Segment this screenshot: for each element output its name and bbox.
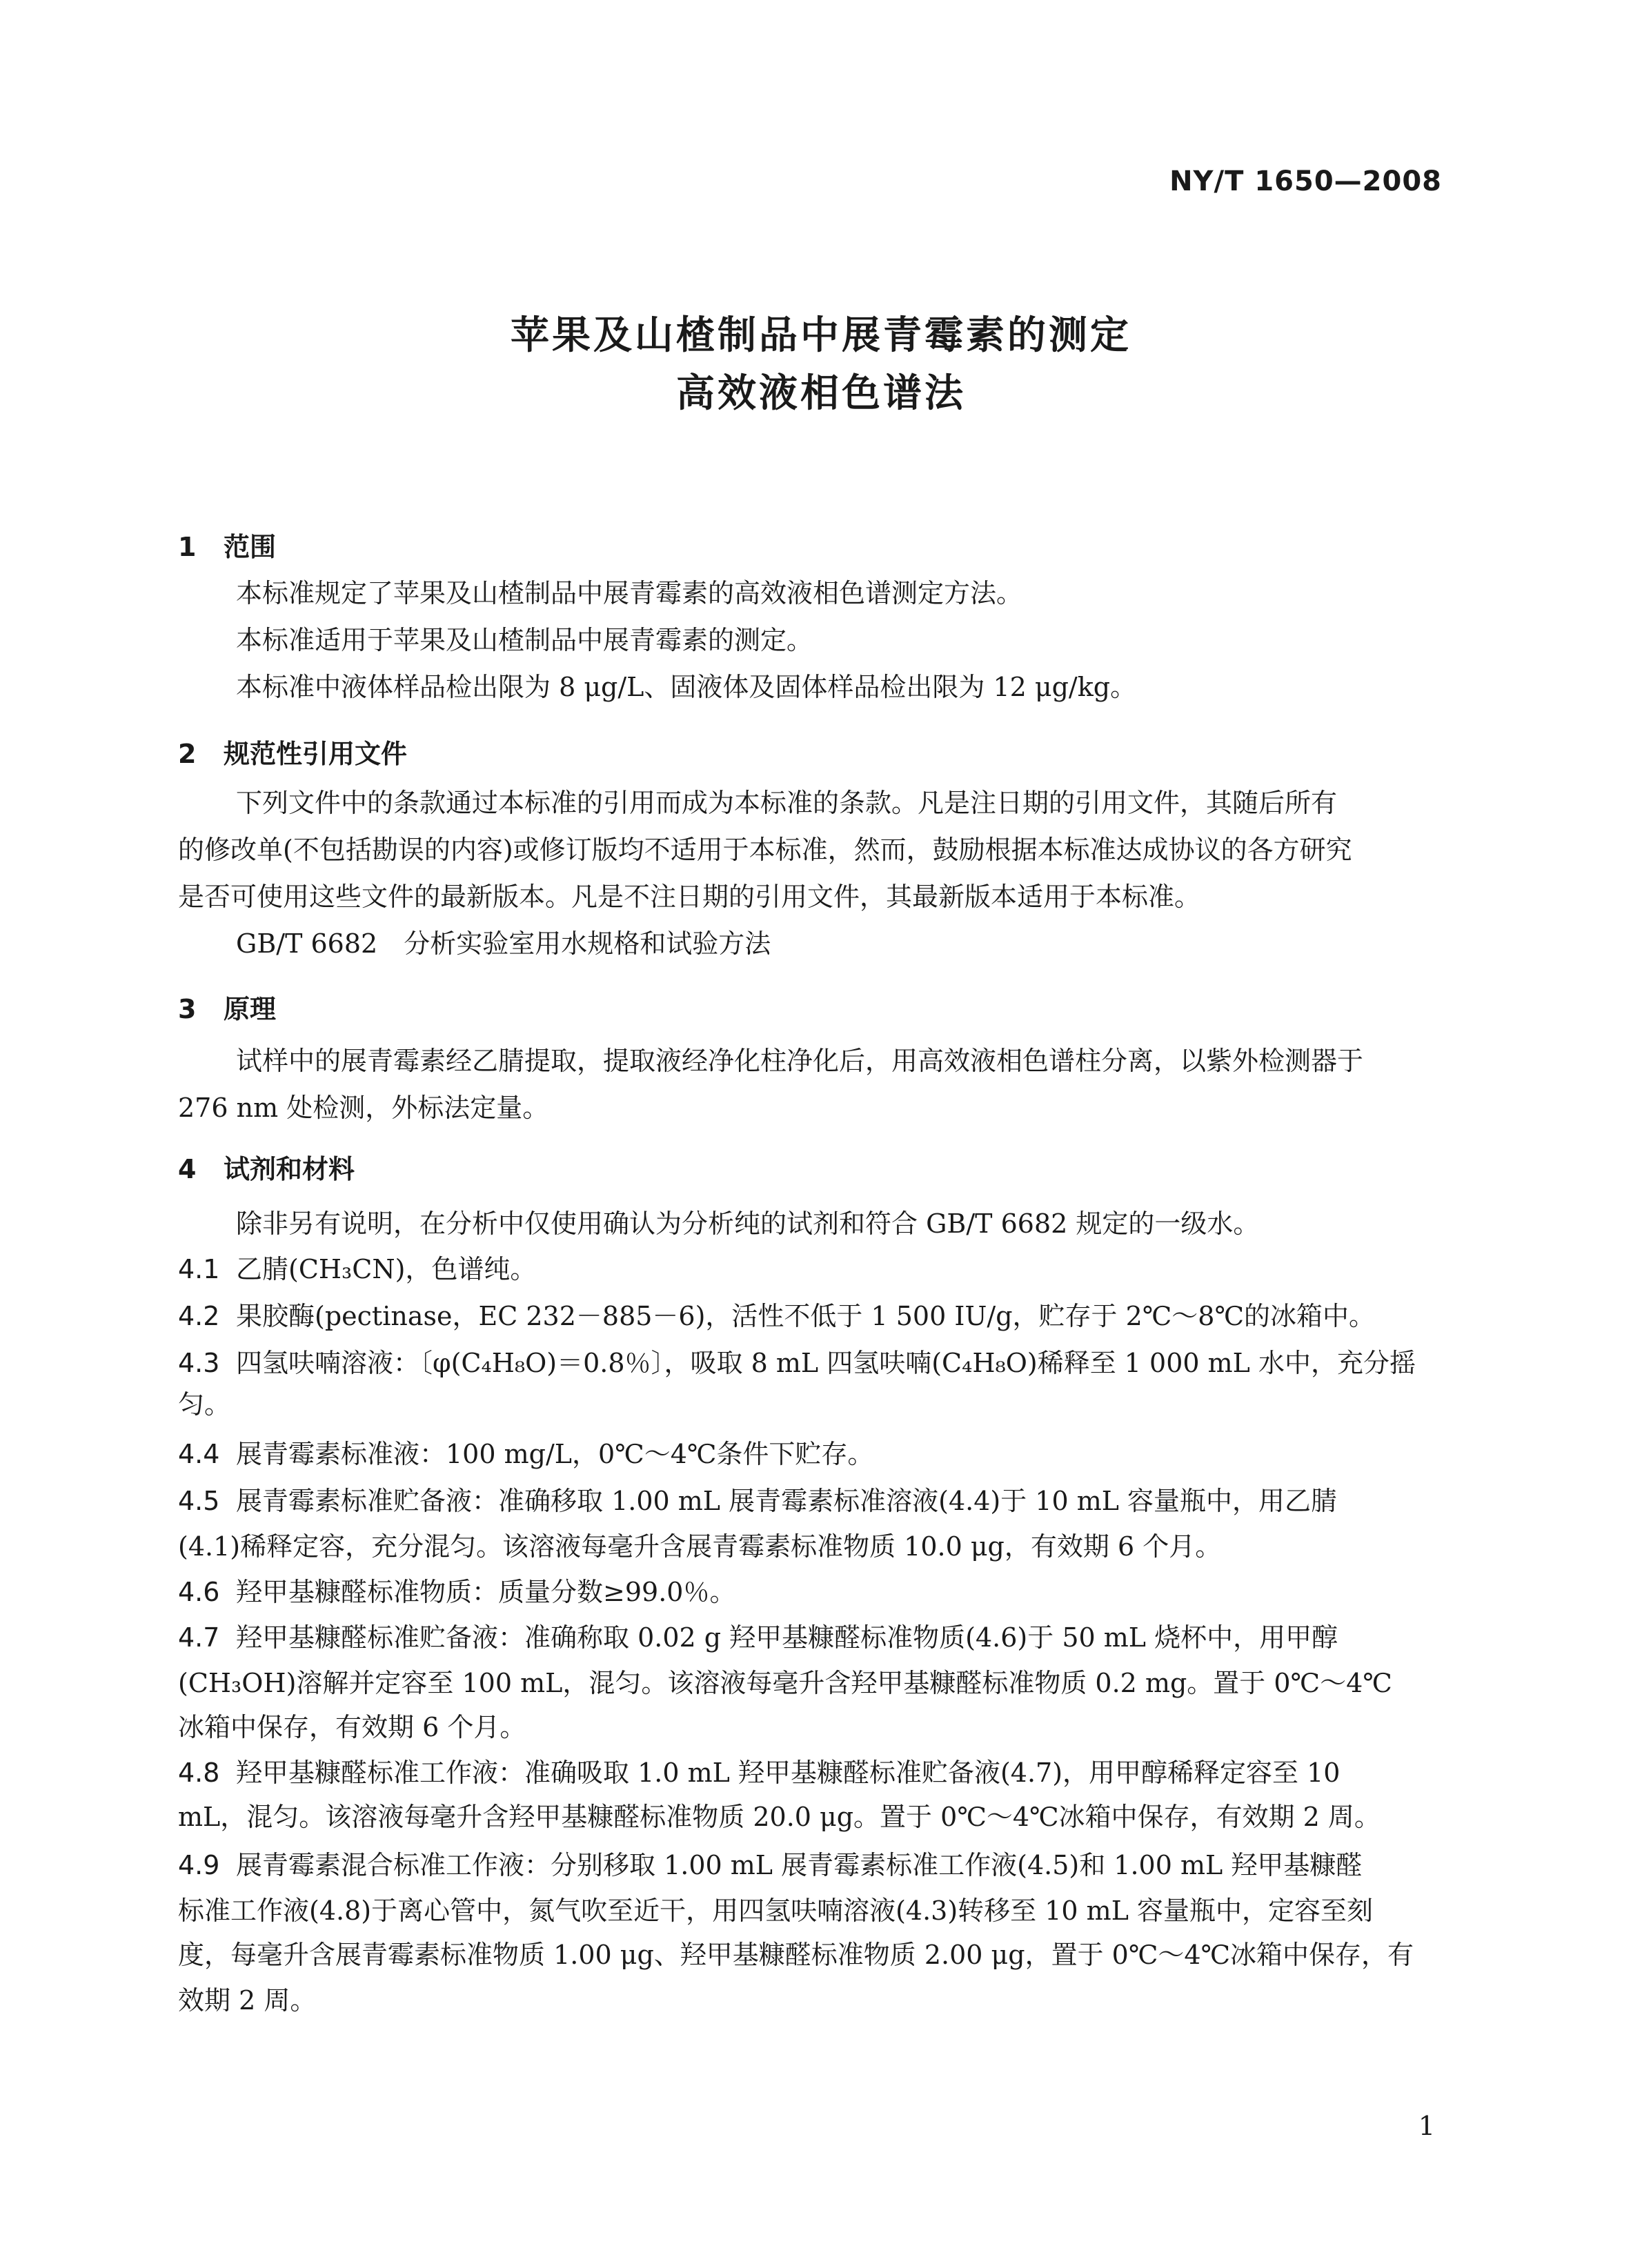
item-text: 羟甲基糠醛标准工作液：准确吸取 1.0 mL 羟甲基糠醛标准贮备液(4.7)，用甲醇稀释定容至 10: [236, 1758, 1341, 1788]
section-heading-scope: [178, 526, 276, 564]
paragraph: 本标准规定了苹果及山楂制品中展青霉素的高效液相色谱测定方法。: [236, 578, 1023, 608]
paragraph-line: 是否可使用这些文件的最新版本。凡是不注日期的引用文件，其最新版本适用于本标准。: [178, 882, 1201, 912]
item-text: 羟甲基糠醛标准贮备液：准确称取 0.02 g 羟甲基糠醛标准物质(4.6)于 50 mL 烧杯中，用甲醇: [236, 1622, 1338, 1653]
item-number: 4.1: [178, 1254, 220, 1284]
item-number: 4.7: [178, 1622, 220, 1653]
item-number: 4.3: [178, 1348, 220, 1378]
item-number: 4.5: [178, 1486, 220, 1516]
item-number: 4.6: [178, 1577, 220, 1607]
list-item: [178, 1569, 1441, 1615]
paragraph: 除非另有说明，在分析中仅使用确认为分析纯的试剂和符合 GB/T 6682 规定的一级水。: [236, 1208, 1260, 1239]
item-continuation: 冰箱中保存，有效期 6 个月。: [178, 1712, 526, 1742]
section-number: 4: [178, 1154, 197, 1184]
page-number: 1: [1418, 2111, 1435, 2141]
list-item: [178, 1340, 1441, 1386]
paragraph-line: 试样中的展青霉素经乙腈提取，提取液经净化柱净化后，用高效液相色谱柱分离，以紫外检测器于: [236, 1046, 1364, 1076]
section-heading-reagents: [178, 1148, 355, 1186]
standard-code: NY/T 1650—2008: [1169, 166, 1442, 197]
section-title: 范围: [224, 532, 277, 562]
list-item: [178, 1293, 1441, 1340]
section-number: 3: [178, 994, 197, 1024]
section-title: 规范性引用文件: [224, 739, 408, 769]
item-number: 4.2: [178, 1301, 220, 1331]
item-text: 四氢呋喃溶液：〔φ(C₄H₈O)＝0.8％〕，吸取 8 mL 四氢呋喃(C₄H₈O)稀释至 1 000 mL 水中，充分摇: [236, 1348, 1416, 1378]
item-text: 展青霉素标准贮备液：准确移取 1.00 mL 展青霉素标准溶液(4.4)于 10 mL 容量瓶中，用乙腈: [236, 1486, 1338, 1516]
section-title: 原理: [224, 994, 277, 1024]
section-heading-references: [178, 733, 407, 770]
item-continuation: (CH₃OH)溶解并定容至 100 mL，混匀。该溶液每毫升含羟甲基糠醛标准物质 0.2 mg。置于 0℃～4℃: [178, 1668, 1392, 1698]
item-text: 羟甲基糠醛标准物质：质量分数≥99.0％。: [236, 1577, 736, 1607]
list-item: [178, 1842, 1441, 1889]
section-heading-principle: [178, 988, 276, 1026]
item-continuation: 匀。: [178, 1389, 231, 1420]
item-continuation: 效期 2 周。: [178, 1985, 317, 2016]
paragraph-line: 的修改单(不包括勘误的内容)或修订版均不适用于本标准，然而，鼓励根据本标准达成协议的各方研究: [178, 835, 1352, 865]
item-text: 乙腈(CH₃CN)，色谱纯。: [236, 1254, 537, 1284]
item-continuation: 标准工作液(4.8)于离心管中，氮气吹至近干，用四氢呋喃溶液(4.3)转移至 10 mL 容量瓶中，定容至刻: [178, 1896, 1374, 1926]
item-number: 4.9: [178, 1850, 220, 1880]
document-subtitle: 高效液相色谱法: [676, 371, 966, 416]
paragraph: 本标准适用于苹果及山楂制品中展青霉素的测定。: [236, 625, 813, 655]
paragraph-line: 276 nm 处检测，外标法定量。: [178, 1093, 549, 1123]
document-title: 苹果及山楂制品中展青霉素的测定: [511, 313, 1131, 358]
item-text: 果胶酶(pectinase，EC 232－885－6)，活性不低于 1 500 IU/g，贮存于 2℃～8℃的冰箱中。: [236, 1301, 1375, 1331]
item-continuation: mL，混匀。该溶液每毫升含羟甲基糠醛标准物质 20.0 μg。置于 0℃～4℃冰箱中保存，有效期 2 周。: [178, 1802, 1381, 1832]
item-text: 展青霉素混合标准工作液：分别移取 1.00 mL 展青霉素标准工作液(4.5)和 1.00 mL 羟甲基糠醛: [236, 1850, 1363, 1880]
paragraph: 本标准中液体样品检出限为 8 μg/L、固液体及固体样品检出限为 12 μg/kg。: [236, 672, 1137, 702]
item-number: 4.8: [178, 1758, 220, 1788]
reference-entry: GB/T 6682 分析实验室用水规格和试验方法: [236, 928, 771, 959]
item-continuation: 度，每毫升含展青霉素标准物质 1.00 μg、羟甲基糠醛标准物质 2.00 μg，置于 0℃～4℃冰箱中保存，有: [178, 1940, 1414, 1970]
section-number: 1: [178, 532, 197, 562]
section-number: 2: [178, 739, 197, 769]
item-continuation: (4.1)稀释定容，充分混匀。该溶液每毫升含展青霉素标准物质 10.0 μg，有效期 6 个月。: [178, 1531, 1222, 1562]
list-item: [178, 1614, 1441, 1661]
list-item: [178, 1478, 1441, 1524]
item-number: 4.4: [178, 1439, 220, 1469]
item-text: 展青霉素标准液：100 mg/L，0℃～4℃条件下贮存。: [236, 1439, 874, 1469]
list-item: [178, 1431, 1441, 1478]
section-title: 试剂和材料: [224, 1154, 355, 1184]
paragraph-line: 下列文件中的条款通过本标准的引用而成为本标准的条款。凡是注日期的引用文件，其随后所有: [236, 788, 1338, 818]
list-item: [178, 1246, 1441, 1293]
list-item: [178, 1749, 1441, 1796]
